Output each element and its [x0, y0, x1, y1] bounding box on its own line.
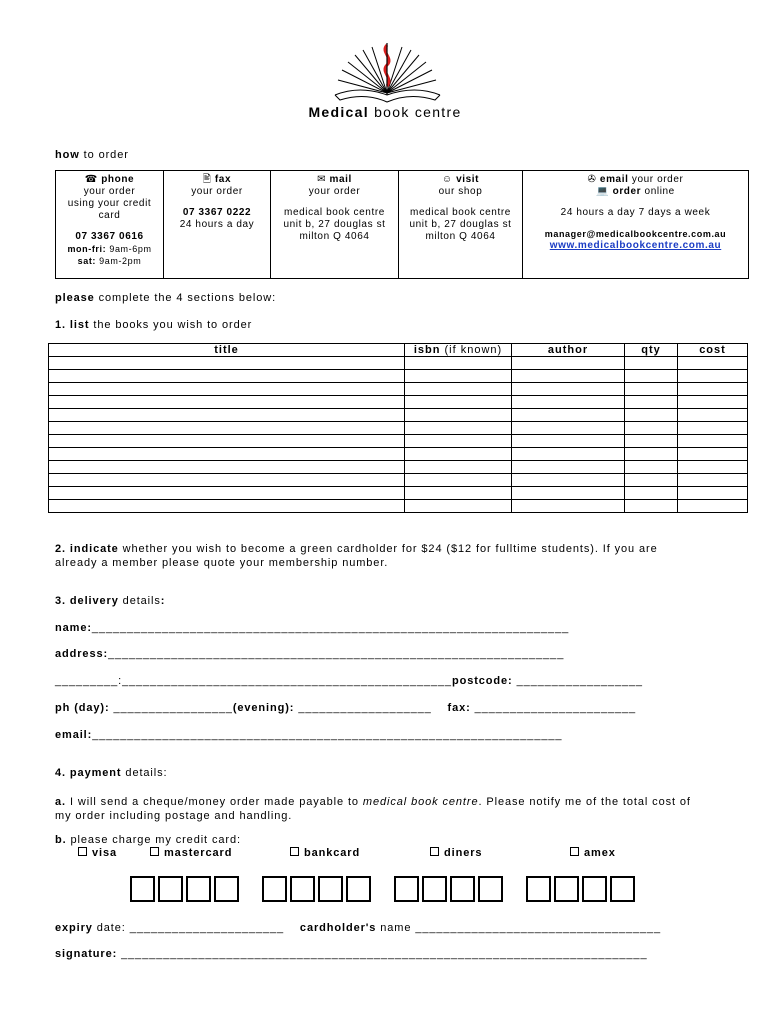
table-cell[interactable] [49, 396, 405, 409]
table-cell[interactable] [405, 383, 512, 396]
checkbox-icon [430, 847, 439, 856]
table-cell[interactable] [512, 461, 625, 474]
table-cell[interactable] [625, 500, 678, 513]
table-row[interactable] [49, 461, 748, 474]
table-cell[interactable] [405, 487, 512, 500]
mail-icon: ✉ [317, 174, 327, 185]
table-cell[interactable] [678, 383, 748, 396]
table-cell[interactable] [512, 409, 625, 422]
checkbox-icon [150, 847, 159, 856]
table-cell[interactable] [49, 422, 405, 435]
address-postcode-field[interactable]: _________:_______________________________________________postcode: __________________ [55, 675, 643, 687]
table-row[interactable] [49, 448, 748, 461]
instructions: please complete the 4 sections below: [55, 292, 277, 304]
table-cell[interactable] [678, 461, 748, 474]
table-row[interactable] [49, 422, 748, 435]
table-row[interactable] [49, 474, 748, 487]
table-cell[interactable] [678, 474, 748, 487]
table-cell[interactable] [512, 435, 625, 448]
table-cell[interactable] [405, 500, 512, 513]
payment-option-a: a. I will send a cheque/money order made payable to medical book centre. Please notify me of the total cost of my order including postage and handling. [55, 796, 691, 822]
book-logo-icon [330, 40, 445, 105]
col-qty: qty [625, 344, 678, 357]
table-row[interactable] [49, 370, 748, 383]
book-order-table [48, 343, 748, 513]
smiley-icon: ☺ [441, 174, 453, 185]
table-cell[interactable] [49, 383, 405, 396]
table-row[interactable] [49, 500, 748, 513]
table-cell[interactable] [49, 461, 405, 474]
phone-fields[interactable]: ph (day): _________________(evening): ___________________ fax: _______________________ [55, 702, 637, 714]
table-row[interactable] [49, 383, 748, 396]
table-cell[interactable] [678, 357, 748, 370]
signature-field[interactable]: signature: ___________________________________________________________________________ [55, 948, 648, 960]
computer-icon: 💻 [596, 186, 610, 197]
table-row[interactable] [49, 487, 748, 500]
table-cell[interactable] [49, 500, 405, 513]
table-cell[interactable] [512, 448, 625, 461]
table-cell[interactable] [405, 461, 512, 474]
table-cell[interactable] [405, 435, 512, 448]
table-cell[interactable] [678, 409, 748, 422]
card-mastercard[interactable]: mastercard [150, 847, 232, 859]
table-cell[interactable] [625, 435, 678, 448]
name-field[interactable]: name:____________________________________________________________________ [55, 622, 570, 634]
contact-table [55, 170, 749, 279]
table-cell[interactable] [512, 500, 625, 513]
table-row[interactable] [49, 357, 748, 370]
table-cell[interactable] [405, 409, 512, 422]
table-cell[interactable] [512, 396, 625, 409]
brand-title: Medical book centre [308, 104, 462, 120]
table-cell[interactable] [49, 370, 405, 383]
table-cell[interactable] [625, 357, 678, 370]
table-cell[interactable] [625, 422, 678, 435]
email-address[interactable]: manager@medicalbookcentre.com.au [544, 229, 727, 239]
checkbox-icon [290, 847, 299, 856]
col-title: title [49, 344, 405, 357]
table-cell[interactable] [512, 383, 625, 396]
book-table-header [49, 344, 748, 357]
table-cell[interactable] [405, 396, 512, 409]
table-cell[interactable] [512, 487, 625, 500]
col-author: author [512, 344, 625, 357]
table-cell[interactable] [49, 487, 405, 500]
card-number-group-4[interactable] [526, 876, 635, 900]
table-row[interactable] [49, 396, 748, 409]
table-cell[interactable] [512, 474, 625, 487]
table-cell[interactable] [512, 357, 625, 370]
table-cell[interactable] [625, 396, 678, 409]
card-number-group-3[interactable] [394, 876, 503, 900]
expiry-and-cardholder[interactable]: expiry date: ______________________ cardholder's name ___________________________________ [55, 922, 661, 934]
table-cell[interactable] [678, 396, 748, 409]
fax-icon: 🖹 [202, 174, 212, 185]
table-cell[interactable] [49, 357, 405, 370]
table-cell[interactable] [512, 370, 625, 383]
table-cell[interactable] [625, 383, 678, 396]
table-cell[interactable] [678, 500, 748, 513]
table-cell[interactable] [678, 422, 748, 435]
section-4-heading: 4. payment details: [55, 767, 168, 779]
email-field[interactable]: email:___________________________________________________________________ [55, 729, 563, 741]
section-1-heading: 1. list the books you wish to order [55, 319, 253, 331]
table-cell[interactable] [49, 448, 405, 461]
card-visa[interactable]: visa [78, 847, 117, 859]
card-number-group-2[interactable] [262, 876, 371, 900]
table-cell[interactable] [405, 370, 512, 383]
col-cost: cost [678, 344, 748, 357]
contact-visit: ☺ visit our shop medical book centre unit b, 27 douglas st milton Q 4064 [399, 171, 523, 279]
table-row[interactable] [49, 435, 748, 448]
table-cell[interactable] [405, 357, 512, 370]
card-diners[interactable]: diners [430, 847, 482, 859]
contact-email: ✇ email your order 💻 order online 24 hours a day 7 days a week manager@medicalbookcentre.com.au www.medicalbookcentre.com.au [523, 171, 749, 279]
table-cell[interactable] [49, 474, 405, 487]
table-cell[interactable] [625, 370, 678, 383]
card-bankcard[interactable]: bankcard [290, 847, 360, 859]
section-2: 2. indicate whether you wish to become a green cardholder for $24 ($12 for fulltime students). If you are already a member please quote your membership number. [55, 543, 658, 569]
contact-mail: ✉ mail your order medical book centre unit b, 27 douglas st milton Q 4064 [271, 171, 399, 279]
table-cell[interactable] [625, 474, 678, 487]
table-row[interactable] [49, 409, 748, 422]
section-3-heading: 3. delivery details: [55, 595, 166, 607]
table-cell[interactable] [678, 487, 748, 500]
table-cell[interactable] [49, 435, 405, 448]
table-cell[interactable] [625, 409, 678, 422]
table-cell[interactable] [405, 422, 512, 435]
table-cell[interactable] [405, 474, 512, 487]
col-isbn: isbn (if known) [405, 344, 512, 357]
table-cell[interactable] [49, 409, 405, 422]
contact-fax: 🖹 fax your order 07 3367 0222 24 hours a day [164, 171, 271, 279]
table-cell[interactable] [625, 487, 678, 500]
card-number-group-1[interactable] [130, 876, 239, 900]
phone-number[interactable]: 07 3367 0616 [75, 231, 144, 242]
table-cell[interactable] [678, 448, 748, 461]
card-amex[interactable]: amex [570, 847, 616, 859]
table-cell[interactable] [678, 435, 748, 448]
fax-number[interactable]: 07 3367 0222 [182, 207, 252, 218]
phone-icon: ☎ [84, 174, 98, 185]
checkbox-icon [570, 847, 579, 856]
table-cell[interactable] [625, 448, 678, 461]
how-to-order: how to order [55, 149, 129, 161]
address-field[interactable]: address:_________________________________________________________________ [55, 648, 565, 660]
table-cell[interactable] [512, 422, 625, 435]
email-icon: ✇ [587, 174, 597, 185]
contact-phone: ☎ phone your order using your credit card 07 3367 0616 mon-fri: 9am-6pm sat: 9am-2pm [56, 171, 164, 279]
checkbox-icon [78, 847, 87, 856]
website-link[interactable]: www.medicalbookcentre.com.au [549, 240, 722, 251]
table-cell[interactable] [405, 448, 512, 461]
table-cell[interactable] [625, 461, 678, 474]
payment-option-b: b. please charge my credit card: [55, 834, 241, 846]
table-cell[interactable] [678, 370, 748, 383]
